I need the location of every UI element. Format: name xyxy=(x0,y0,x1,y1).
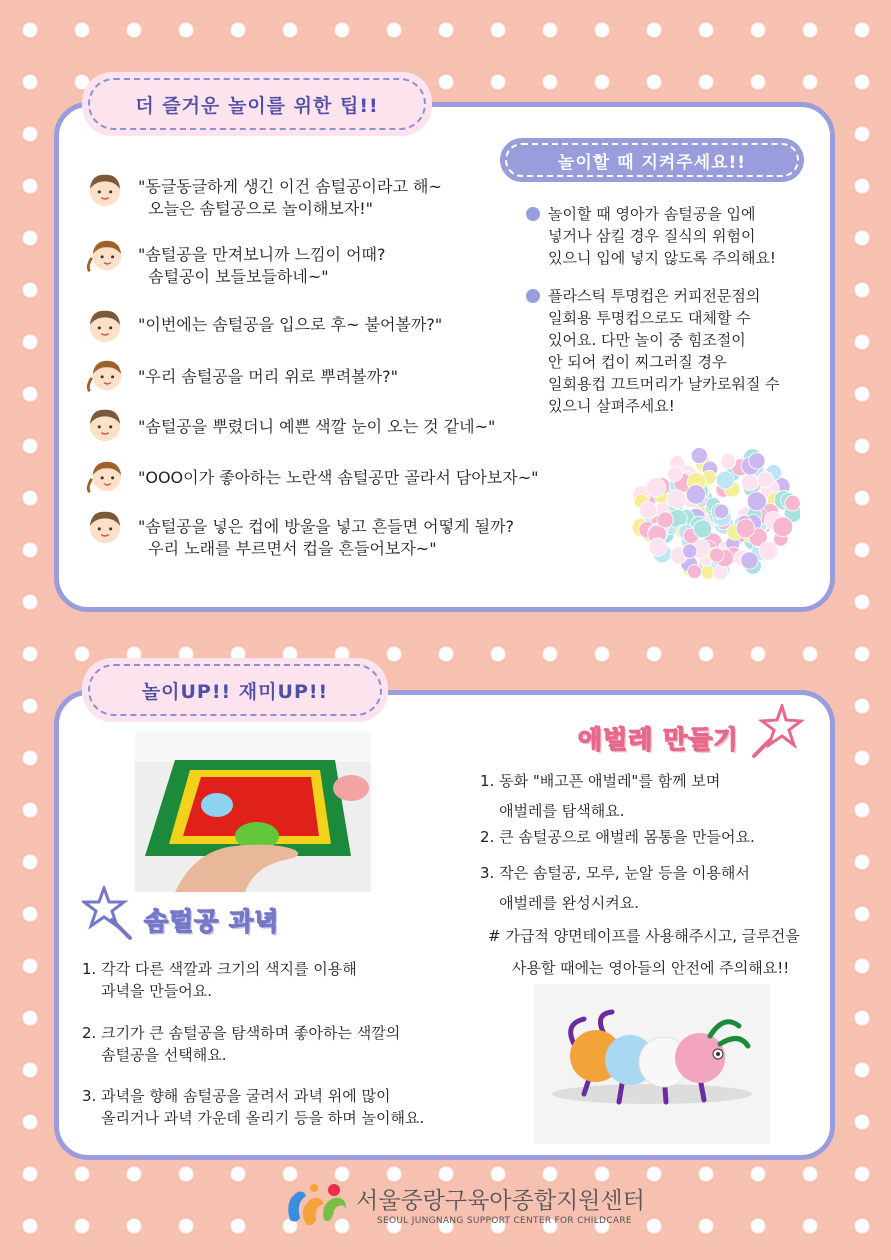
star-wand-icon xyxy=(82,886,136,942)
activity-title: 놀이UP!! 재미UP!! xyxy=(141,680,329,703)
child-face-icon xyxy=(86,306,124,344)
bullet-icon xyxy=(526,289,540,303)
child-face-icon xyxy=(86,170,124,208)
center-logo-icon xyxy=(284,1180,350,1230)
dialogue-line: "우리 솜털공을 머리 위로 뿌려볼까?" xyxy=(138,367,398,386)
child-face-icon xyxy=(86,405,124,443)
caterpillar-note: # 가급적 양면테이프를 사용해주시고, 글루건을 사용할 때에는 영아들의 안전에 주의해요!! xyxy=(488,927,800,977)
dialogue-line: "동글동글하게 생긴 이건 솜털공이라고 해~ 오늘은 솜털공으로 놀이해보자!" xyxy=(138,177,442,218)
child-face-girl-icon xyxy=(86,456,124,494)
child-face-girl-icon xyxy=(86,355,124,393)
dialogue-line: "이번에는 솜털공을 입으로 후~ 불어볼까?" xyxy=(138,315,443,334)
caterpillar-step: 2. 큰 솜털공으로 애벌레 몸통을 만들어요. xyxy=(480,828,755,846)
dialogue-line: "솜털공을 뿌렸더니 예쁜 색깔 눈이 오는 것 같네~" xyxy=(138,417,496,436)
pompom-ball-image xyxy=(632,445,800,580)
target-step: 2. 크기가 큰 솜털공을 탐색하며 좋아하는 색깔의 솜털공을 선택해요. xyxy=(82,1024,401,1064)
caution-item xyxy=(526,203,816,273)
activity-title-pill xyxy=(82,658,388,722)
caution-text: 플라스틱 투명컵은 커피전문점의 일회용 투명컵으로도 대체할 수 있어요. 다만 놀이 중 힘조절이 안 되어 컵이 찌그러질 경우 일회용컵 끄트머리가 날카로워질 수 있으니 살펴주세요! xyxy=(548,287,780,415)
caution-title-pill xyxy=(500,138,804,182)
dialogue-line: "솜털공을 만져보니까 느낌이 어때? 솜털공이 보들보들하네~" xyxy=(138,245,386,286)
child-face-icon xyxy=(86,507,124,545)
target-step: 1. 각각 다른 색깔과 크기의 색지를 이용해 과녁을 만들어요. xyxy=(82,960,357,1000)
caution-title: 놀이할 때 지켜주세요!! xyxy=(557,152,747,173)
caterpillar-section-title: 애벌레 만들기 xyxy=(578,725,739,754)
dialogue-line: "솜털공을 넣은 컵에 방울을 넣고 흔들면 어떻게 될까? 우리 노래를 부르면서 컵을 흔들어보자~" xyxy=(138,517,515,558)
center-name-en: SEOUL JUNGNANG SUPPORT CENTER FOR CHILDCARE xyxy=(377,1216,632,1226)
target-section-title: 솜털공 과녁 xyxy=(144,907,280,936)
caterpillar-step: 3. 작은 솜털공, 모루, 눈알 등을 이용해서 애벌레를 완성시켜요. xyxy=(480,864,750,912)
star-wand-icon xyxy=(748,704,804,760)
center-name-ko: 서울중랑구육아종합지원센터 xyxy=(356,1188,645,1214)
caterpillar-craft-photo xyxy=(534,984,770,1144)
bullet-icon xyxy=(526,207,540,221)
dialogue-line: "OOO이가 좋아하는 노란색 솜털공만 골라서 담아보자~" xyxy=(138,468,539,487)
caterpillar-step: 1. 동화 "배고픈 애벌레"를 함께 보며 애벌레를 탐색해요. xyxy=(480,772,721,820)
tips-title-pill xyxy=(82,72,432,136)
caution-text: 놀이할 때 영아가 솜털공을 입에 넣거나 삼킬 경우 질식의 위험이 있으니 입에 넣지 않도록 주의해요! xyxy=(548,205,776,267)
tips-title: 더 즐거운 놀이를 위한 팁!! xyxy=(135,94,379,117)
target-game-photo xyxy=(135,732,371,892)
child-face-girl-icon xyxy=(86,235,124,273)
target-step: 3. 과녁을 향해 솜털공을 굴려서 과녁 위에 많이 올리거나 과녁 가운데 올리기 등을 하며 놀이해요. xyxy=(82,1087,425,1127)
caution-item xyxy=(526,285,816,425)
